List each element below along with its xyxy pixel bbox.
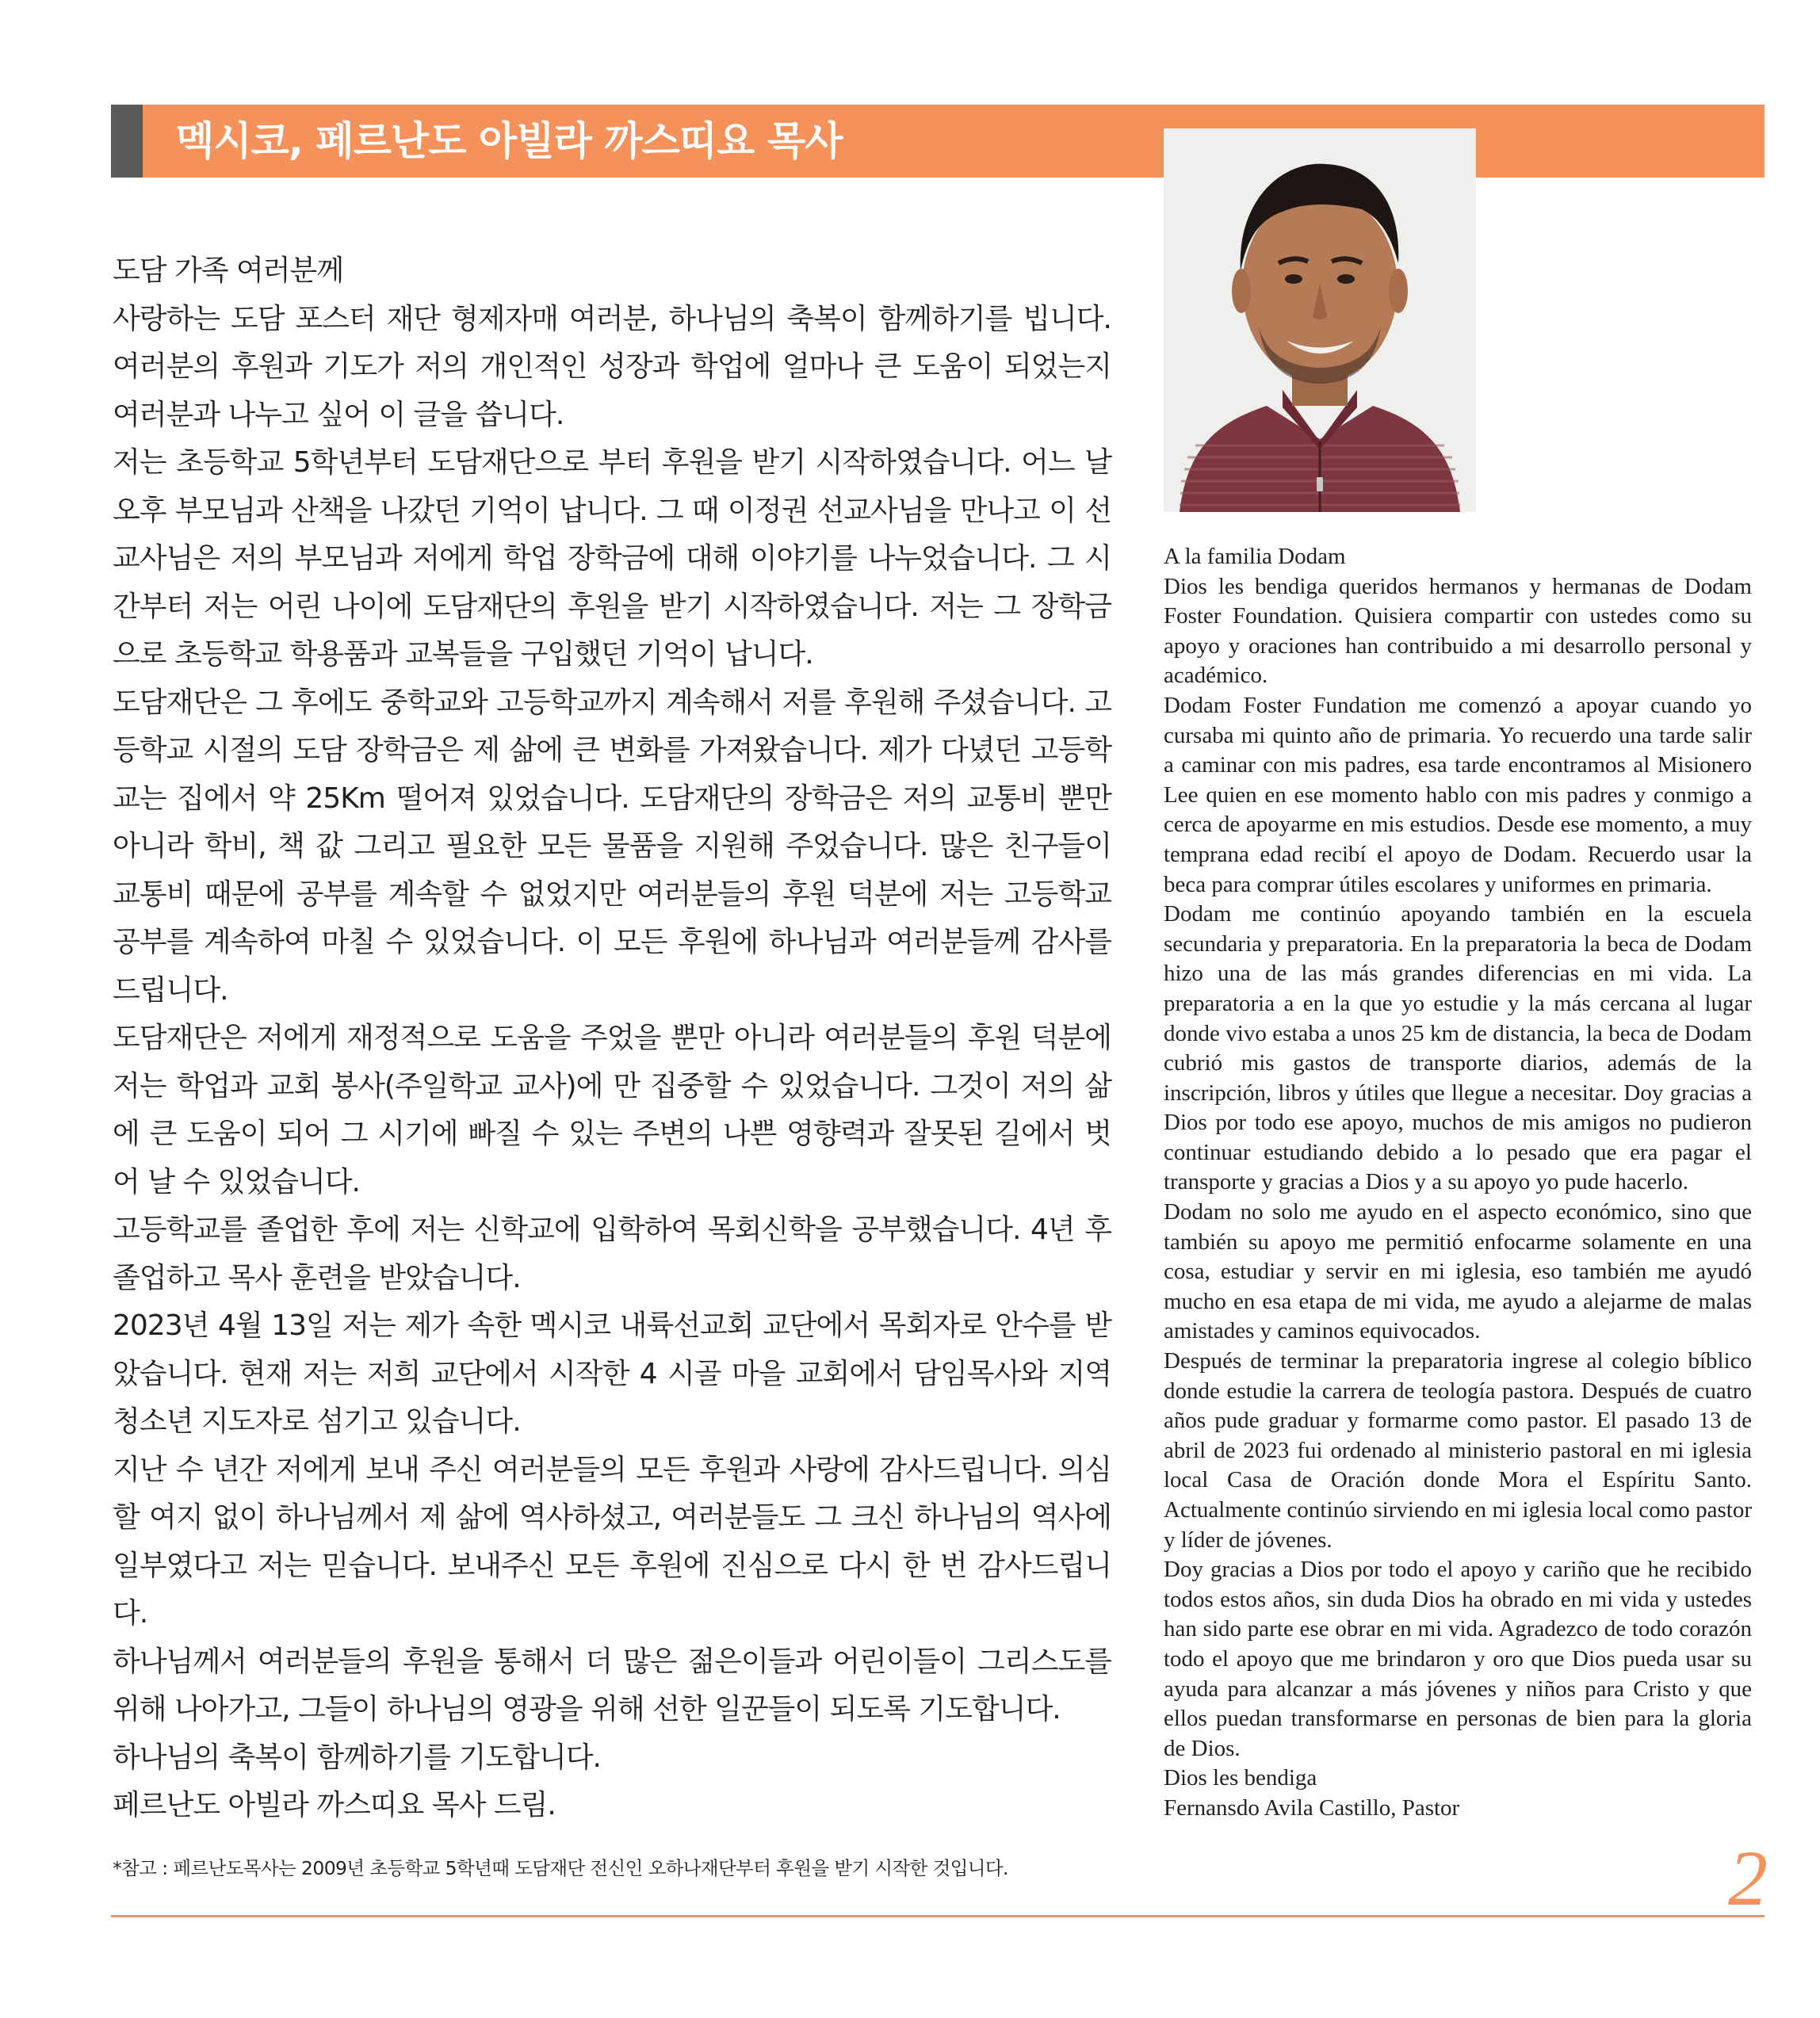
- korean-paragraph: 고등학교를 졸업한 후에 저는 신학교에 입학하여 목회신학을 공부했습니다. 4년 후 졸업하고 목사 훈련을 받았습니다.: [113, 1213, 1111, 1294]
- spanish-paragraph: Dios les bendiga queridos hermanos y hermanas de Dodam Foster Foundation. Quisiera compartir con ustedes como su apoyo y oraciones han contribuido a mi desarrollo personal y académico.: [1164, 573, 1752, 689]
- spanish-paragraph: Dodam Foster Fundation me comenzó a apoyar cuando yo cursaba mi quinto año de primaria. Yo recuerdo una tarde salir a caminar con mis padres, esa tarde encontramos al Misionero Lee quien en ese momento hablo con mis padres y conmigo a cerca de apoyarme en mis estudios. Desde ese momento, a muy temprana edad recibí el apoyo de Dodam. Recuerdo usar la beca para comprar útiles escolares y uniformes en primaria.: [1164, 692, 1752, 897]
- footnote: *참고 : 페르난도목사는 2009년 초등학교 5학년때 도담재단 전신인 오하나재단부터 후원을 받기 시작한 것입니다.: [113, 1857, 1008, 1879]
- page-title: 멕시코, 페르난도 아빌라 까스띠요 목사: [176, 118, 843, 164]
- korean-paragraph: 도담재단은 저에게 재정적으로 도움을 주었을 뿐만 아니라 여러분들의 후원 덕분에 저는 학업과 교회 봉사(주일학교 교사)에 만 집중할 수 있었습니다. 그것이 저의 삶에 큰 도움이 되어 그 시기에 빠질 수 있는 주변의 나쁜 영향력과 잘못된 길에서 벗어 날 수 있었습니다.: [113, 1022, 1111, 1198]
- page-number: 2: [1728, 1834, 1768, 1922]
- korean-paragraph: 저는 초등학교 5학년부터 도담재단으로 부터 후원을 받기 시작하였습니다. 어느 날 오후 부모님과 산책을 나갔던 기억이 납니다. 그 때 이정권 선교사님을 만나고 이 선교사님은 저의 부모님과 저에게 학업 장학금에 대해 이야기를 나누었습니다. 그 시간부터 저는 어린 나이에 도담재단의 후원을 받기 시작하였습니다. 저는 그 장학금으로 초등학교 학용품과 교복들을 구입했던 기억이 납니다.: [113, 446, 1111, 671]
- header-accent-marker: [111, 105, 143, 178]
- footer-divider: [111, 1915, 1765, 1917]
- pastor-portrait-photo: [1164, 128, 1476, 512]
- korean-closing: 하나님의 축복이 함께하기를 기도합니다.: [113, 1741, 601, 1774]
- spanish-closing: Dios les bendiga: [1164, 1765, 1317, 1791]
- korean-greeting: 도담 가족 여러분께: [113, 254, 344, 287]
- spanish-paragraph: Doy gracias a Dios por todo el apoyo y cariño que he recibido todos estos años, sin duda Dios ha obrado en mi vida y ustedes han sido parte ese obrar en mi vida. Agradezco de todo corazón todo el apoyo que me brindaron y oro que Dios pueda usar su ayuda para alcanzar a más jóvenes y niños para Cristo y que ellos puedan transformarse en personas de bien para la gloria de Dios.: [1164, 1557, 1752, 1761]
- spanish-paragraph: Dodam no solo me ayudo en el aspecto económico, sino que también su apoyo me permitió enfocarme solamente en una cosa, estudiar y servir en mi iglesia, eso también me ayudó mucho en esa etapa de mi vida, me ayudo a alejarme de malas amistades y caminos equivocados.: [1164, 1199, 1752, 1344]
- korean-paragraph: 사랑하는 도담 포스터 재단 형제자매 여러분, 하나님의 축복이 함께하기를 빕니다. 여러분의 후원과 기도가 저의 개인적인 성장과 학업에 얼마나 큰 도움이 되었는지 여러분과 나누고 싶어 이 글을 씁니다.: [113, 302, 1111, 431]
- spanish-letter: [1164, 542, 1752, 1824]
- spanish-paragraph: Después de terminar la preparatoria ingrese al colegio bíblico donde estudie la carrera de teología pastora. Después de cuatro años pude graduar y formarme como pastor. El pasado 13 de abril de 2023 fui ordenado al ministerio pastoral en mi iglesia local Casa de Oración donde Mora el Espíritu Santo. Actualmente continúo sirviendo en mi iglesia local como pastor y líder de jóvenes.: [1164, 1348, 1752, 1553]
- korean-paragraph: 지난 수 년간 저에게 보내 주신 여러분들의 모든 후원과 사랑에 감사드립니다. 의심할 여지 없이 하나님께서 제 삶에 역사하셨고, 여러분들도 그 크신 하나님의 역사에 일부였다고 저는 믿습니다. 보내주신 모든 후원에 진심으로 다시 한 번 감사드립니다.: [113, 1453, 1111, 1630]
- korean-paragraph: 도담재단은 그 후에도 중학교와 고등학교까지 계속해서 저를 후원해 주셨습니다. 고등학교 시절의 도담 장학금은 제 삶에 큰 변화를 가져왔습니다. 제가 다녔던 고등학교는 집에서 약 25Km 떨어져 있었습니다. 도담재단의 장학금은 저의 교통비 뿐만 아니라 학비, 책 값 그리고 필요한 모든 물품을 지원해 주었습니다. 많은 친구들이 교통비 때문에 공부를 계속할 수 없었지만 여러분들의 후원 덕분에 저는 고등학교 공부를 계속하여 마칠 수 있었습니다. 이 모든 후원에 하나님과 여러분들께 감사를 드립니다.: [113, 686, 1111, 1007]
- portrait-illustration: [1164, 128, 1476, 512]
- korean-paragraph: 하나님께서 여러분들의 후원을 통해서 더 많은 젊은이들과 어린이들이 그리스도를 위해 나아가고, 그들이 하나님의 영광을 위해 선한 일꾼들이 되도록 기도합니다.: [113, 1645, 1111, 1726]
- korean-letter: [113, 247, 1111, 1830]
- korean-paragraph: 2023년 4월 13일 저는 제가 속한 멕시코 내륙선교회 교단에서 목회자로 안수를 받았습니다. 현재 저는 저희 교단에서 시작한 4 시골 마을 교회에서 담임목사와 지역 청소년 지도자로 섬기고 있습니다.: [113, 1309, 1111, 1438]
- korean-signature: 페르난도 아빌라 까스띠요 목사 드림.: [113, 1789, 556, 1821]
- spanish-paragraph: Dodam me continúo apoyando también en la escuela secundaria y preparatoria. En la preparatoria la beca de Dodam hizo una de las más grandes diferencias en mi vida. La preparatoria a en la que yo estudie y la más cercana al lugar donde vivo estaba a unos 25 km de distancia, la beca de Dodam cubrió mis gastos de transporte diarios, además de la inscripción, libros y útiles que llegue a necesitar. Doy gracias a Dios por todo ese apoyo, muchos de mis amigos no pudieron continuar estudiando debido a lo pesado que era pagar el transporte y gracias a Dios y a su apoyo yo pude hacerlo.: [1164, 901, 1752, 1195]
- spanish-signature: Fernansdo Avila Castillo, Pastor: [1164, 1794, 1460, 1821]
- spanish-greeting: A la familia Dodam: [1164, 544, 1346, 569]
